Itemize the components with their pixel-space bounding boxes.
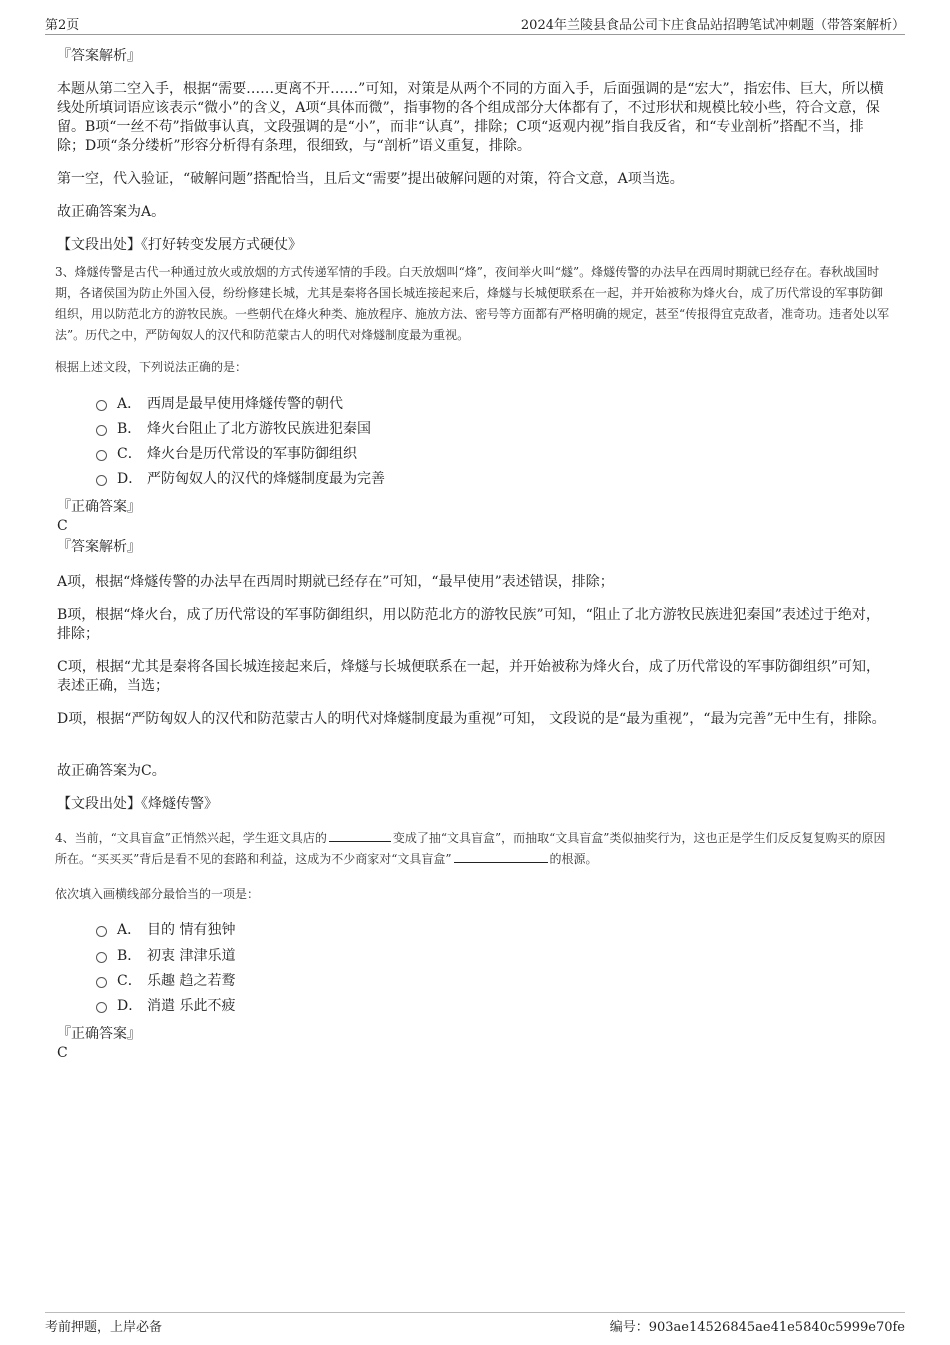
question-3-analysis-b: B项，根据“烽火台，成了历代常设的军事防御组织，用以防范北方的游牧民族”可知，“阻止了北方游牧民族进犯秦国”表述过于绝对，排除； xyxy=(57,607,880,642)
option-text: 西周是最早使用烽燧传警的朝代 xyxy=(147,396,343,412)
question-3-analysis-label: 『答案解析』 xyxy=(57,539,141,555)
option-letter: A． xyxy=(117,396,142,412)
option-text: 目的 情有独钟 xyxy=(147,922,236,938)
option-text: 严防匈奴人的汉代的烽燧制度最为完善 xyxy=(147,471,385,487)
question-3-answer-summary: 故正确答案为C。 xyxy=(57,763,166,779)
question-4-text-part-3: 的根源。 xyxy=(549,852,598,866)
prev-source: 【文段出处】《打好转变发展方式硬仗》 xyxy=(57,237,302,253)
question-3-option-d[interactable] xyxy=(96,467,385,489)
question-3-source: 【文段出处】《烽燧传警》 xyxy=(57,796,218,812)
option-letter: D． xyxy=(117,998,143,1014)
question-3-analysis-d: D项，根据“严防匈奴人的汉代和防范蒙古人的明代对烽燧制度最为重视”可知， 文段说的是“最为重视”，“最为完善”无中生有，排除。 xyxy=(57,711,886,727)
question-4-answer: C xyxy=(57,1045,68,1061)
question-3-analysis-a: A项，根据“烽燧传警的办法早在西周时期就已经存在”可知，“最早使用”表述错误，排除； xyxy=(57,574,614,590)
radio-icon[interactable] xyxy=(96,977,107,988)
question-4-text-part-1: 4、当前，“文具盲盒”正悄然兴起，学生逛文具店的 xyxy=(55,831,327,845)
question-4-option-a[interactable] xyxy=(96,918,235,940)
serial-label: 编号： xyxy=(609,1320,649,1335)
footer-serial xyxy=(610,1316,905,1335)
page-number: 第2页 xyxy=(45,18,80,33)
footer-slogan: 考前押题，上岸必备 xyxy=(45,1320,163,1335)
serial-number: 903ae14526845ae41e5840c5999e70fe xyxy=(648,1320,905,1335)
fill-blank-1 xyxy=(329,829,391,842)
radio-icon[interactable] xyxy=(96,450,107,461)
question-3-option-a[interactable] xyxy=(96,392,343,414)
option-letter: A． xyxy=(117,922,142,938)
option-letter: C． xyxy=(117,446,142,462)
option-text: 烽火台是历代常设的军事防御组织 xyxy=(147,446,357,462)
option-text: 烽火台阻止了北方游牧民族进犯秦国 xyxy=(147,421,371,437)
question-4-text xyxy=(55,828,890,870)
page-footer xyxy=(45,1312,905,1337)
option-text: 初衷 津津乐道 xyxy=(147,948,236,964)
question-3-text: 3、烽燧传警是古代一种通过放火或放烟的方式传递军情的手段。白天放烟叫“烽”，夜间举火叫“燧”。烽燧传警的办法早在西周时期就已经存在。春秋战国时期，各诸侯国为防止外国入侵，纷纷修建长城，尤其是秦将各国长城连接起来后，烽燧与长城便联系在一起，并开始被称为烽火台，成了历代常设的军事防御组织，用以防范北方的游牧民族。一些朝代在烽火种类、施放程序、施放方法、密号等方面都有严格明确的规定，甚至“传报得宜克敌者，准奇功。违者处以军法”。历代之中，严防匈奴人的汉代和防范蒙古人的明代对烽燧制度最为重视。 xyxy=(55,265,890,342)
question-4-prompt: 依次填入画横线部分最恰当的一项是： xyxy=(55,887,260,901)
question-4-text-part-2: 变成了抽“文具盲盒”，而抽取“文具盲盒”类似抽奖行为，这也正是学生们反反复复购买的原因所在。“买买买”背后是看不见的套路和利益，这成为不少商家对“文具盲盒” xyxy=(55,831,886,866)
question-3-analysis-c: C项，根据“尤其是秦将各国长城连接起来后，烽燧与长城便联系在一起，并开始被称为烽火台，成了历代常设的军事防御组织”可知，表述正确，当选； xyxy=(57,659,881,694)
radio-icon[interactable] xyxy=(96,1002,107,1013)
question-3-prompt: 根据上述文段，下列说法正确的是： xyxy=(55,360,248,374)
option-text: 乐趣 趋之若鹜 xyxy=(147,973,236,989)
question-3-answer-label: 『正确答案』 xyxy=(57,499,141,515)
question-4-answer-label: 『正确答案』 xyxy=(57,1026,141,1042)
option-letter: B． xyxy=(117,948,142,964)
question-4-option-b[interactable] xyxy=(96,944,235,966)
option-letter: D． xyxy=(117,471,143,487)
option-letter: C． xyxy=(117,973,142,989)
radio-icon[interactable] xyxy=(96,425,107,436)
radio-icon[interactable] xyxy=(96,400,107,411)
prev-analysis-paragraph-1: 本题从第二空入手，根据“需要……更离不开……”可知，对策是从两个不同的方面入手，后面强调的是“宏大”，指宏伟、巨大，所以横线处所填词语应该表示“微小”的含义，A项“具体而微”，指事物的各个组成部分大体都有了，不过形状和规模比较小些，符合文意，保留。B项“一丝不苟”指做事认真，文段强调的是“小”，而非“认真”，排除；C项“返观内视”指自我反省，和“专业剖析”搭配不当，排除；D项“条分缕析”形容分析得有条理，很细致，与“剖析”语义重复，排除。 xyxy=(57,81,884,154)
radio-icon[interactable] xyxy=(96,926,107,937)
radio-icon[interactable] xyxy=(96,952,107,963)
fill-blank-2 xyxy=(454,850,548,863)
page-header xyxy=(45,12,905,35)
question-4-option-d[interactable] xyxy=(96,994,235,1016)
option-text: 消遣 乐此不疲 xyxy=(147,998,236,1014)
prev-analysis-paragraph-2: 第一空，代入验证，“破解问题”搭配恰当，且后文“需要”提出破解问题的对策，符合文意，A项当选。 xyxy=(57,171,684,187)
question-3-answer: C xyxy=(57,518,68,534)
option-letter: B． xyxy=(117,421,142,437)
question-3-option-c[interactable] xyxy=(96,442,357,464)
prev-answer-summary: 故正确答案为A。 xyxy=(57,204,166,220)
question-3-option-b[interactable] xyxy=(96,417,371,439)
prev-analysis-label: 『答案解析』 xyxy=(57,48,141,64)
question-4-option-c[interactable] xyxy=(96,969,235,991)
radio-icon[interactable] xyxy=(96,475,107,486)
document-title: 2024年兰陵县食品公司卞庄食品站招聘笔试冲刺题（带答案解析） xyxy=(520,18,905,33)
